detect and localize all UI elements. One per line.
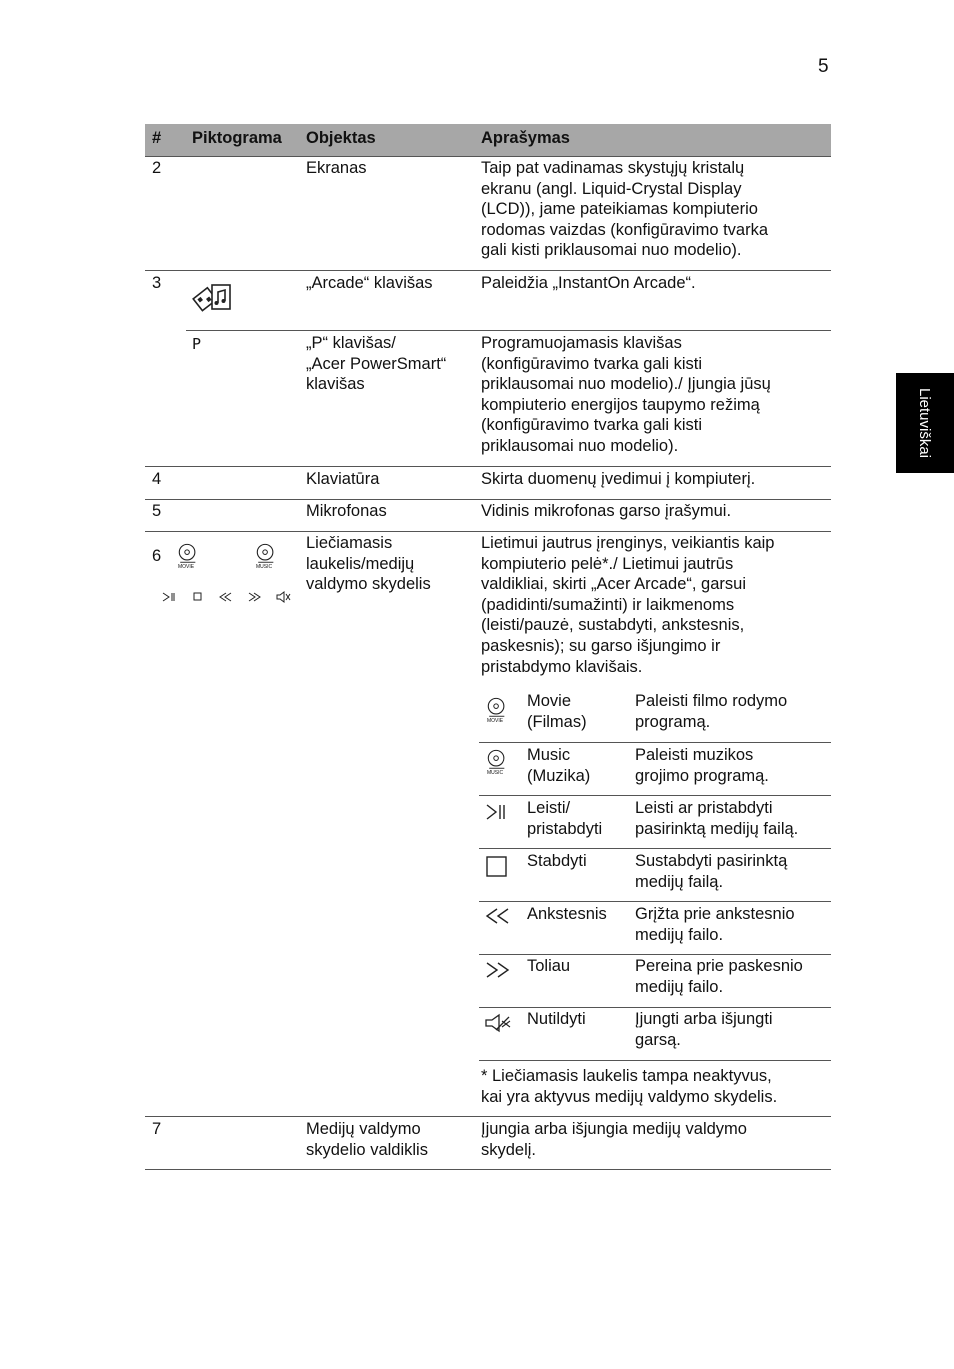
row-3-object: „Arcade“ klavišas <box>306 274 433 292</box>
arcade-icon <box>192 281 234 315</box>
previous-icon <box>219 591 233 603</box>
header-object: Objektas <box>306 129 376 147</box>
header-icon: Piktograma <box>192 129 282 147</box>
row-6-footnote: * Liečiamasis laukelis tampa neaktyvus, kai yra aktyvus medijų valdymo skydelis. <box>481 1067 778 1106</box>
sub-item-name: Music (Muzika) <box>527 746 591 785</box>
language-side-tab <box>896 373 954 473</box>
header-description: Aprašymas <box>481 129 570 147</box>
row-3b-description: Programuojamasis klavišas (konfigūravimo tvarka gali kisti priklausomai nuo modelio)./ Įjungia jūsų kompiuterio energijos taupymo režimą (konfigūravimo tvarka gali kisti priklausomai nuo modelio). <box>481 334 771 455</box>
music-icon: MUSIC <box>253 543 283 571</box>
row-4-description: Skirta duomenų įvedimui į kompiuterį. <box>481 470 756 488</box>
previous-icon <box>484 906 512 932</box>
sub-item-description: Paleisti muzikos grojimo programą. <box>635 746 769 785</box>
mute-icon <box>276 591 292 603</box>
sub-item-name: Leisti/ pristabdyti <box>527 799 603 838</box>
header-num: # <box>152 129 162 147</box>
sub-item-name: Ankstesnis <box>527 905 607 923</box>
sub-divider <box>479 954 831 955</box>
p-key-icon: P <box>192 335 202 353</box>
table-bottom-border <box>145 1169 831 1170</box>
sub-item-description: Įjungti arba išjungti garsą. <box>635 1010 773 1049</box>
sub-divider <box>479 1007 831 1008</box>
row-3-description: Paleidžia „InstantOn Arcade“. <box>481 274 696 292</box>
sub-divider <box>479 742 831 743</box>
language-tab-label: Lietuviškai <box>916 387 933 459</box>
row-divider <box>145 270 831 271</box>
row-5-object: Mikrofonas <box>306 502 387 520</box>
row-divider <box>145 531 831 532</box>
row-divider <box>145 1116 831 1117</box>
sub-item-name: Stabdyti <box>527 852 587 870</box>
row-3-num: 3 <box>152 274 162 292</box>
row-2-object: Ekranas <box>306 159 367 177</box>
sub-item-description: Leisti ar pristabdyti pasirinktą medijų failą. <box>635 799 799 838</box>
row-6-description: Lietimui jautrus įrenginys, veikiantis kaip kompiuterio pelė*./ Lietimui jautrūs valdikliai, skirti „Acer Arcade“, garsui (padidinti/sumažinti) ir laikmenoms (leisti/pauzė, sustabdyti, ankstesnis, paskesnis); su garso išjungimo ir pristabdymo klavišais. <box>481 534 775 676</box>
page-number: 5 <box>818 56 829 77</box>
sub-item-description: Paleisti filmo rodymo programą. <box>635 692 788 731</box>
movie-icon: MOVIE <box>175 543 205 571</box>
row-4-object: Klaviatūra <box>306 470 380 488</box>
row-5-num: 5 <box>152 502 162 520</box>
play-pause-icon <box>162 591 176 603</box>
stop-icon <box>484 855 510 885</box>
row-divider <box>145 499 831 500</box>
sub-item-description: Pereina prie paskesnio medijų failo. <box>635 957 803 996</box>
stop-icon <box>193 592 203 602</box>
sub-item-name: Nutildyti <box>527 1010 586 1028</box>
sub-divider <box>479 1060 831 1061</box>
sub-item-description: Sustabdyti pasirinktą medijų failą. <box>635 852 788 891</box>
row-5-description: Vidinis mikrofonas garso įrašymui. <box>481 502 732 520</box>
play-pause-icon <box>484 801 510 829</box>
sub-divider <box>479 901 831 902</box>
row-6-object: Liečiamasis laukelis/medijų valdymo skydelis <box>306 534 431 594</box>
row-divider <box>186 330 831 331</box>
sub-item-name: Movie (Filmas) <box>527 692 587 731</box>
music-icon: MUSIC <box>484 749 510 777</box>
row-3b-object: „P“ klavišas/ „Acer PowerSmart“ klavišas <box>306 334 447 394</box>
row-4-num: 4 <box>152 470 162 488</box>
sub-item-name: Toliau <box>527 957 571 975</box>
next-icon <box>484 960 512 986</box>
sub-divider <box>479 795 831 796</box>
movie-icon: MOVIE <box>484 697 510 725</box>
row-divider <box>145 466 831 467</box>
sub-item-description: Grįžta prie ankstesnio medijų failo. <box>635 905 795 944</box>
row-6-num: 6 <box>152 547 162 565</box>
next-icon <box>248 591 262 603</box>
mute-icon <box>484 1013 514 1039</box>
row-2-num: 2 <box>152 159 162 177</box>
row-2-description: Taip pat vadinamas skystųjų kristalų ekranu (angl. Liquid-Crystal Display (LCD)), jame pateikiamas kompiuterio rodomas vaizdas (konfigūravimo tvarka gali kisti priklausomai nuo modelio). <box>481 159 769 260</box>
sub-divider <box>479 848 831 849</box>
table-header <box>145 124 831 157</box>
row-7-num: 7 <box>152 1120 162 1138</box>
row-7-object: Medijų valdymo skydelio valdiklis <box>306 1120 428 1159</box>
row-7-description: Įjungia arba išjungia medijų valdymo skydelį. <box>481 1120 747 1159</box>
